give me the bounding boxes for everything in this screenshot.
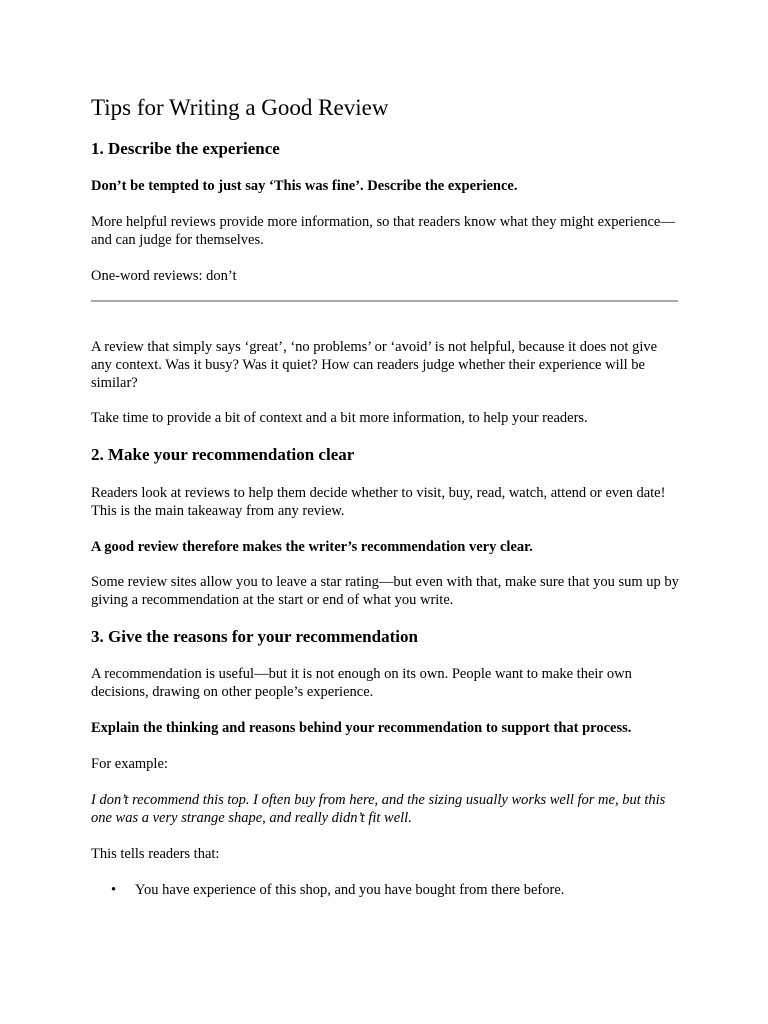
section-2-heading: 2. Make your recommendation clear	[91, 445, 355, 464]
document-title: Tips for Writing a Good Review	[91, 95, 389, 120]
section-2-paragraph-1: Readers look at reviews to help them decide whether to visit, buy, read, watch, attend or even date! This is the main takeaway from any review.	[91, 485, 666, 519]
section-1-paragraph-3: A review that simply says ‘great’, ‘no problems’ or ‘avoid’ is not helpful, because it does not give any context. Was it busy? Was it quiet? How can readers judge whether their experience will be similar?	[91, 339, 658, 391]
section-2-paragraph-2: Some review sites allow you to leave a star rating—but even with that, make sure that you sum up by giving a recommendation at the start or end of what you write.	[91, 574, 679, 608]
section-3-paragraph-3: This tells readers that:	[91, 846, 220, 862]
section-1-paragraph-4: Take time to provide a bit of context and a bit more information, to help your readers.	[91, 410, 588, 426]
section-3-heading: 3. Give the reasons for your recommendation	[91, 627, 418, 646]
bullet-icon: •	[111, 882, 117, 898]
list-item-text: You have experience of this shop, and you have bought from there before.	[135, 882, 565, 898]
example-quote: I don’t recommend this top. I often buy from here, and the sizing usually works well for me, but this one was a very strange shape, and really didn’t fit well.	[91, 792, 666, 826]
horizontal-divider	[91, 300, 678, 302]
section-3-paragraph-1: A recommendation is useful—but it is not enough on its own. People want to make their own decisions, drawing on other people’s experience.	[91, 666, 632, 700]
section-1-heading: 1. Describe the experience	[91, 139, 280, 158]
list-item	[91, 881, 681, 899]
bullet-list	[91, 881, 681, 899]
section-1-bold-lead: Don’t be tempted to just say ‘This was fine’. Describe the experience.	[91, 178, 518, 194]
section-3-paragraph-2: For example:	[91, 756, 168, 772]
section-2-bold-lead: A good review therefore makes the writer’s recommendation very clear.	[91, 539, 533, 555]
section-1-paragraph-1: More helpful reviews provide more information, so that readers know what they might experience—and can judge for themselves.	[91, 214, 675, 248]
section-3-bold-lead: Explain the thinking and reasons behind your recommendation to support that process.	[91, 720, 632, 736]
section-1-paragraph-2: One-word reviews: don’t	[91, 268, 237, 284]
